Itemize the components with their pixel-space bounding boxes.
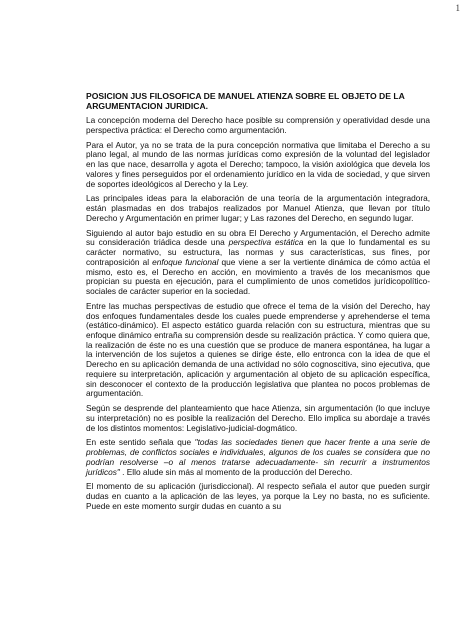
paragraph-7-text-a: En este sentido señala que bbox=[86, 437, 195, 448]
page-number: 1 bbox=[455, 3, 460, 13]
paragraph-7-text-c: . Ello alude sin más al momento de la producción del Derecho. bbox=[119, 466, 353, 477]
document-body bbox=[86, 92, 430, 517]
paragraph-5: Entre las muchas perspectivas de estudio que ofrece el tema de la visión del Derecho, hay dos enfoques fundamentales desde los cuales puede emprenderse y aprehenderse el tema (estático-dinámico). El aspecto estático guarda relación con su estructura, mientras que su enfoque dinámico entraña su comprensión desde su realización práctica. Y como quiera que, la realización de éste no es una cuestión que se produce de manera espontánea, ha lugar a la intervención de los sujetos a quienes se dirige éste, ello entronca con la idea de que el Derecho en su aplicación demanda de una actividad no sólo cognoscitiva, sino ejecutiva, que requiere su interpretación, aplicación y argumentación al objeto de su aplicación específica, sin desconocer el contexto de la producción legislativa que plantea no pocos problemas de argumentación. bbox=[86, 300, 430, 399]
paragraph-4 bbox=[86, 229, 430, 297]
document-title: POSICION JUS FILOSOFICA DE MANUEL ATIENZA SOBRE EL OBJETO DE LA ARGUMENTACION JURIDICA. bbox=[86, 91, 405, 111]
paragraph-2: Para el Autor, ya no se trata de la pura concepción normativa que limitaba el Derecho a su plano legal, al mundo de las normas jurídicas como expresión de la voluntad del legislador en las que nace, desarrolla y agota el Derecho; tampoco, la visión axiológica que devela los valores y fines perseguidos por el ordenamiento jurídico en la vida de sociedad, y que sirven de soportes ideológicos al Derecho y la Ley. bbox=[86, 139, 430, 189]
paragraph-7 bbox=[86, 438, 430, 477]
paragraph-6: Según se desprende del planteamiento que hace Atienza, sin argumentación (lo que incluye su interpretación) no es posible la realización del Derecho. Ello implica su abordaje a través de los distintos momentos: Legislativo-judicial-dogmático. bbox=[86, 403, 430, 433]
paragraph-1: La concepción moderna del Derecho hace posible su comprensión y operatividad desde una perspectiva práctica: el Derecho como argumentación. bbox=[86, 115, 430, 135]
paragraph-8: El momento de su aplicación (jurisdiccional). Al respecto señala el autor que pueden surgir dudas en cuanto a la aplicación de las leyes, ya porque la Ley no basta, no es suficiente. Puede en este momento surgir dudas en cuanto a su bbox=[86, 481, 430, 511]
paragraph-4-text-a: Siguiendo al autor bajo estudio en su obra El Derecho y Argumentación, el Derecho admite su consideración triádica desde una bbox=[86, 227, 430, 248]
paragraph-4-text-c: en la que lo fundamental es su carácter normativo, su estructura, las normas y sus características, sus fines, por contraposición al bbox=[86, 237, 430, 267]
paragraph-3: Las principales ideas para la elaboración de una teoría de la argumentación integradora, están plasmadas en dos trabajos realizados por Manuel Atienza, que llevan por título Derecho y Argumentación en primer lugar; y Las razones del Derecho, en segundo lugar. bbox=[86, 193, 430, 223]
atienza-quote: "todas las sociedades tienen que hacer frente a una serie de problemas, de conflictos sociales e individuales, algunos de los cuales se considera que no podrían resolverse –o al menos tratarse adecuadamente- sin recurrir a instrumentos jurídicos" bbox=[86, 437, 431, 477]
paragraph-4-text-e: que viene a ser la vertiente dinámica de cómo actúa el mismo, esto es, el Derecho en acción, en movimiento a través de los mecanismos que propician su puesta en ejecución, para el cumplimiento de unos cometidos jurídicopolítico-sociales de carácter superior en la sociedad. bbox=[86, 256, 430, 296]
perspectiva-estatica-term: perspectiva estática bbox=[228, 237, 304, 248]
enfoque-funcional-term: enfoque funcional bbox=[152, 256, 219, 267]
